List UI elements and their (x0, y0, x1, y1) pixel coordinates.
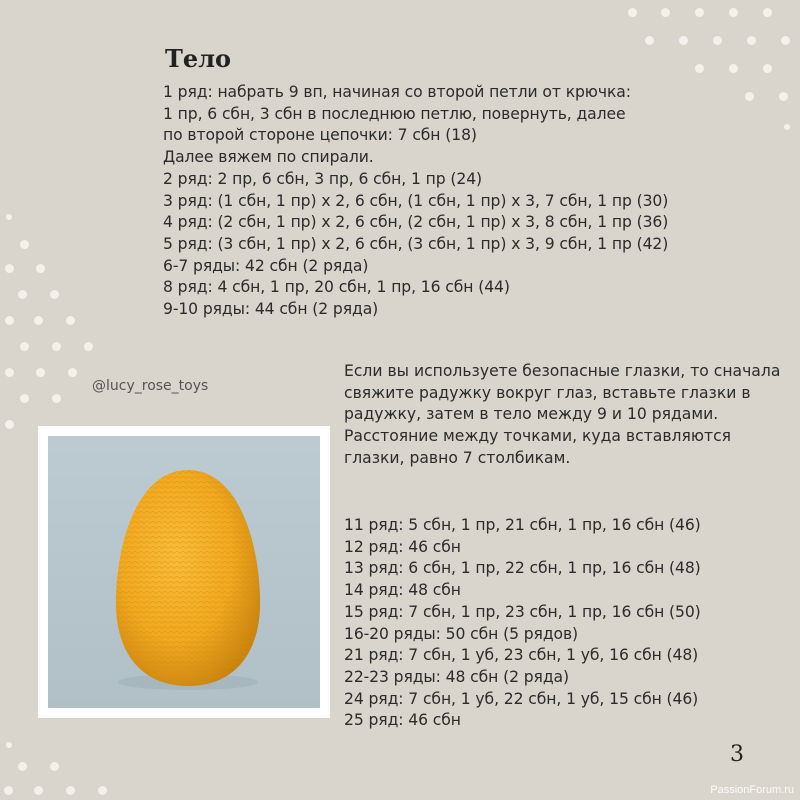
pattern-row: 14 ряд: 48 сбн (344, 581, 461, 600)
pattern-row: 22-23 ряды: 48 сбн (2 ряда) (344, 667, 569, 686)
pattern-row: 3 ряд: (1 сбн, 1 пр) х 2, 6 сбн, (1 сбн, 1 пр) х 3, 7 сбн, 1 пр (30) (163, 191, 669, 210)
instagram-handle: @lucy_rose_toys (92, 378, 209, 394)
section-title: Тело (165, 44, 232, 73)
pattern-row: 25 ряд: 46 сбн (344, 711, 461, 730)
pattern-row: 4 ряд: (2 сбн, 1 пр) х 2, 6 сбн, (2 сбн, 1 пр) х 3, 8 сбн, 1 пр (36) (163, 213, 669, 232)
pattern-row: по второй стороне цепочки: 7 сбн (18) (163, 126, 477, 145)
pattern-row: 5 ряд: (3 сбн, 1 пр) х 2, 6 сбн, (3 сбн, 1 пр) х 3, 9 сбн, 1 пр (42) (163, 234, 669, 253)
pattern-row: 9-10 ряды: 44 сбн (2 ряда) (163, 300, 379, 319)
watermark: PassionForum.ru (710, 784, 794, 796)
pattern-row: 15 ряд: 7 сбн, 1 пр, 23 сбн, 1 пр, 16 сбн (50) (344, 602, 701, 621)
pattern-row: 24 ряд: 7 сбн, 1 уб, 22 сбн, 1 уб, 15 сбн (46) (344, 689, 699, 708)
eyes-note-text: Если вы используете безопасные глазки, то сначала свяжите радужку вокруг глаз, вставьте глазки в радужку, затем в тело между 9 и 10 рядами. Расстояние между точками, куда вставляются глазки, равно 7 столбикам. (344, 362, 781, 467)
pattern-row: 6-7 ряды: 42 сбн (2 ряда) (163, 256, 369, 275)
pattern-row: 21 ряд: 7 сбн, 1 уб, 23 сбн, 1 уб, 16 сбн (48) (344, 646, 699, 665)
pattern-row: 1 ряд: набрать 9 вп, начиная со второй петли от крючка: (163, 83, 631, 101)
pattern-row: 11 ряд: 5 сбн, 1 пр, 21 сбн, 1 пр, 16 сбн (46) (344, 516, 701, 534)
page-number: 3 (730, 742, 744, 767)
crochet-egg-shape (48, 436, 320, 708)
pattern-row: 12 ряд: 46 сбн (344, 537, 461, 556)
pattern-row: 13 ряд: 6 сбн, 1 пр, 22 сбн, 1 пр, 16 сбн (48) (344, 559, 701, 578)
pattern-row: 2 ряд: 2 пр, 6 сбн, 3 пр, 6 сбн, 1 пр (24) (163, 169, 483, 188)
pattern-row: 1 пр, 6 сбн, 3 сбн в последнюю петлю, повернуть, далее (163, 104, 626, 123)
rows-bottom-list (344, 515, 784, 732)
photo-frame (38, 426, 330, 718)
pattern-row: 8 ряд: 4 сбн, 1 пр, 20 сбн, 1 пр, 16 сбн (44) (163, 278, 510, 297)
eyes-note (344, 361, 784, 470)
pattern-row: 16-20 ряды: 50 сбн (5 рядов) (344, 624, 579, 643)
crochet-body-photo (48, 436, 320, 708)
rows-top-list (163, 82, 763, 321)
pattern-row: Далее вяжем по спирали. (163, 148, 374, 167)
